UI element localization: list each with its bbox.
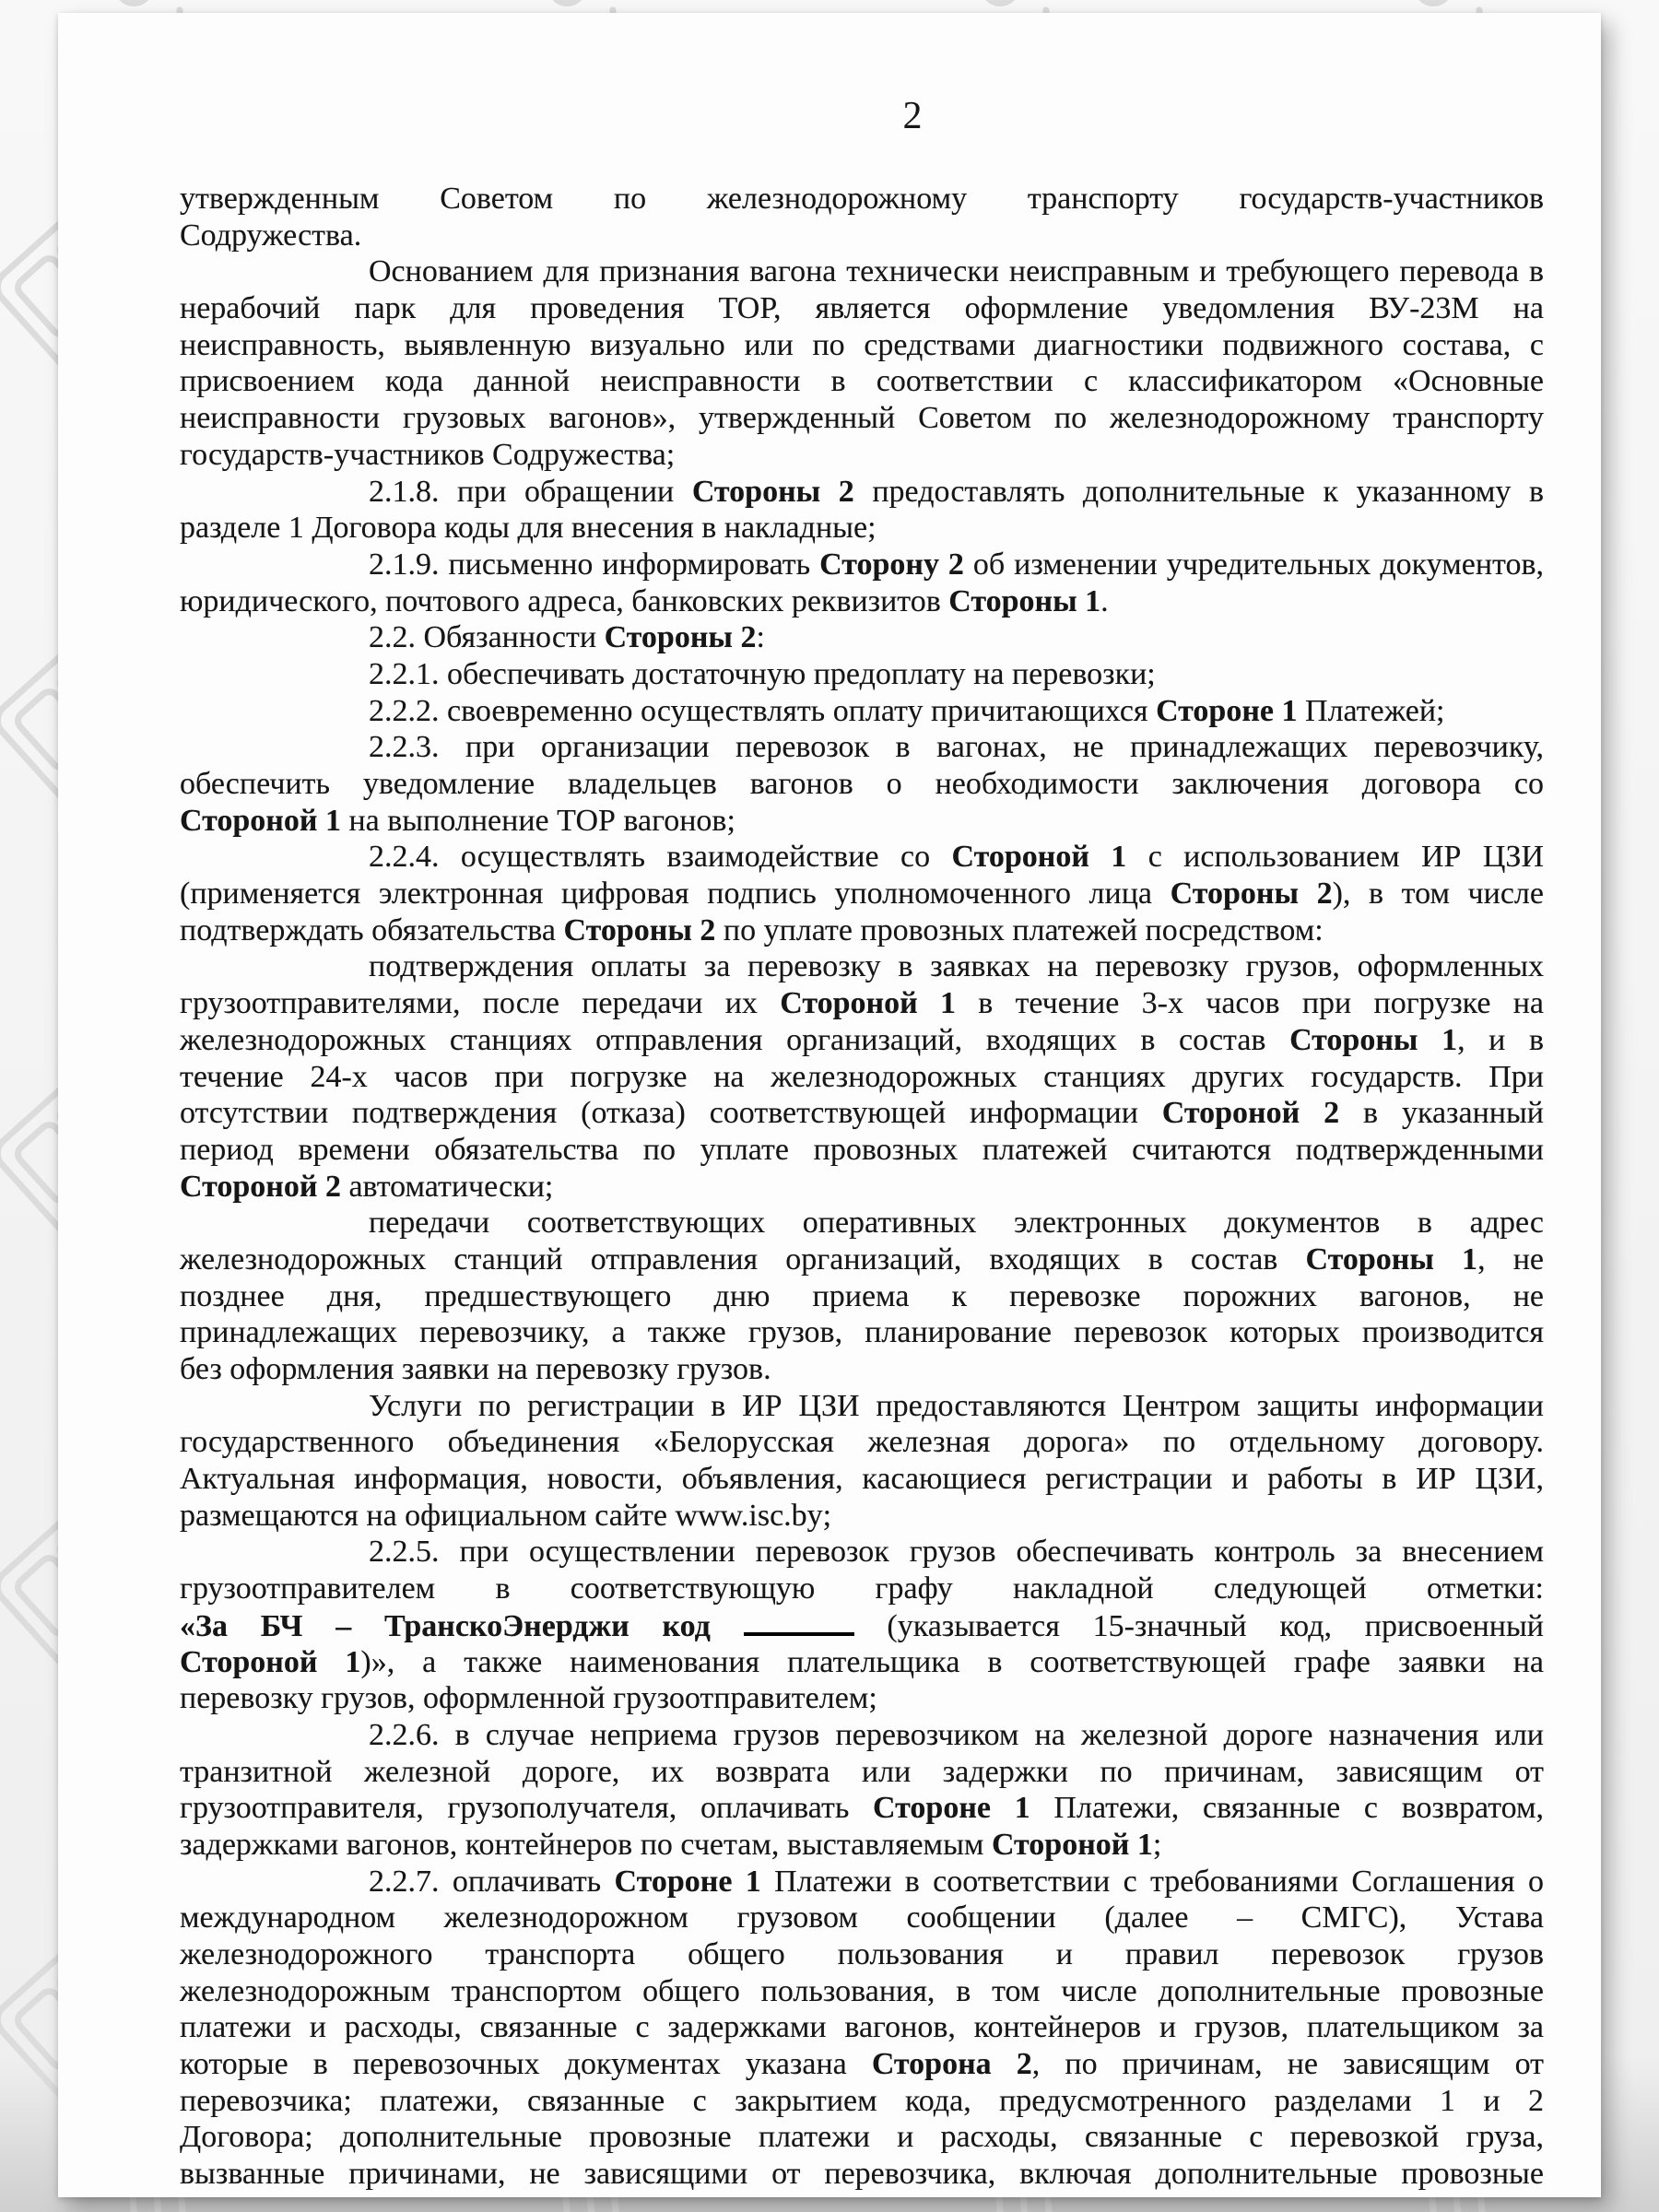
text-line: (применяется электронная цифровая подпись уполномоченного лица Стороны 2), в том числе: [180, 877, 1544, 912]
text-line: 2.1.8. при обращении Стороны 2 предоставлять дополнительные к указанному в: [369, 474, 1545, 509]
text-line: позднее дня, предшествующего дню приема к перевозке порожних вагонов, не: [180, 1278, 1544, 1313]
text-line: железнодорожных станциях отправления организаций, входящих в состав Стороны 1, и в: [180, 1022, 1545, 1057]
text-line: передачи соответствующих оперативных электронных документов в адрес: [369, 1206, 1544, 1241]
text-line: Услуги по регистрации в ИР ЦЗИ предоставляются Центром защиты информации: [369, 1388, 1544, 1423]
text-line: транзитной железной дороге, их возврата или задержки по причинам, зависящим от: [180, 1754, 1544, 1789]
text-line: Основанием для признания вагона технически неисправным и требующего перевода в: [369, 254, 1544, 289]
text-line: нерабочий парк для проведения ТОР, является оформление уведомления ВУ-23М на: [180, 291, 1544, 326]
text-line: грузоотправителя, грузополучателя, оплачивать Стороне 1 Платежи, связанные с возвратом,: [180, 1791, 1545, 1826]
text-line: 2.2.5. при осуществлении перевозок грузов обеспечивать контроль за внесением: [369, 1535, 1544, 1570]
text-line: перевозку грузов, оформленной грузоотправителем;: [180, 1681, 877, 1716]
text-line: грузоотправителями, после передачи их Стороной 1 в течение 3-х часов при погрузке на: [180, 986, 1544, 1021]
text-line: Актуальная информация, новости, объявления, касающиеся регистрации и работы в ИР ЦЗИ,: [180, 1462, 1544, 1497]
text-line: задержками вагонов, контейнеров по счетам, выставляемым Стороной 1;: [180, 1827, 1162, 1862]
text-line: перевозчика; платежи, связанные с закрытием кода, предусмотренного разделами 1 и 2: [180, 2083, 1544, 2118]
text-line: которые в перевозочных документах указана Сторона 2, по причинам, не зависящим от: [180, 2047, 1544, 2082]
text-line: Стороной 1)», а также наименования плательщика в соответствующей графе заявки на: [180, 1644, 1544, 1679]
text-line: государственного объединения «Белорусская железная дорога» по отдельному договору.: [180, 1425, 1544, 1460]
document-page: [58, 13, 1601, 2197]
text-line: Договора; дополнительные провозные платежи и расходы, связанные с перевозкой груза,: [180, 2120, 1544, 2155]
text-line: вызванные причинами, не зависящими от перевозчика, включая дополнительные провозные: [180, 2157, 1544, 2192]
text-line: 2.2.3. при организации перевозок в вагонах, не принадлежащих перевозчику,: [369, 730, 1544, 765]
text-line: разделе 1 Договора коды для внесения в накладные;: [180, 511, 877, 546]
text-line: присвоением кода данной неисправности в соответствии с классификатором «Основные: [180, 364, 1544, 399]
blank-underline: [744, 1607, 854, 1636]
text-line: платежи и расходы, связанные с задержками вагонов, контейнеров и грузов, плательщиком за: [180, 2010, 1544, 2045]
text-line: неисправность, выявленную визуально или по средствами диагностики подвижного состава, с: [180, 327, 1544, 362]
text-line: 2.2.4. осуществлять взаимодействие со Стороной 1 с использованием ИР ЦЗИ: [369, 840, 1544, 875]
text-line: утвержденным Советом по железнодорожному транспорту государств-участников: [180, 182, 1544, 216]
text-line: международном железнодорожном грузовом сообщении (далее – СМГС), Устава: [180, 1900, 1544, 1936]
page-number: 2: [902, 95, 923, 137]
document-text: [180, 181, 1544, 2193]
text-line: железнодорожных станций отправления организаций, входящих в состав Стороны 1, не: [180, 1241, 1544, 1277]
text-line: подтверждения оплаты за перевозку в заявках на перевозку грузов, оформленных: [369, 949, 1544, 984]
text-line: подтверждать обязательства Стороны 2 по уплате провозных платежей посредством:: [180, 912, 1324, 947]
text-line: период времени обязательства по уплате провозных платежей считаются подтвержденными: [180, 1132, 1544, 1167]
text-line: течение 24-х часов при погрузке на железнодорожных станциях других государств. При: [180, 1059, 1544, 1094]
text-line: 2.2. Обязанности Стороны 2:: [369, 620, 765, 655]
text-line: 2.2.1. обеспечивать достаточную предоплату на перевозки;: [369, 656, 1156, 691]
text-line: Содружества.: [180, 218, 362, 253]
text-line: 2.2.2. своевременно осуществлять оплату причитающихся Стороне 1 Платежей;: [369, 693, 1445, 728]
text-line: Стороной 1 на выполнение ТОР вагонов;: [180, 803, 735, 838]
text-line: «За БЧ – ТранскоЭнерджи код (указывается 15-значный код, присвоенный: [180, 1607, 1544, 1644]
text-line: грузоотправителем в соответствующую графу накладной следующей отметки:: [180, 1571, 1544, 1606]
text-line: без оформления заявки на перевозку грузов.: [180, 1352, 771, 1386]
text-line: железнодорожным транспортом общего пользования, в том числе дополнительные провозные: [180, 1973, 1544, 2008]
text-line: принадлежащих перевозчику, а также грузов, планирование перевозок которых производится: [180, 1315, 1544, 1350]
text-line: железнодорожного транспорта общего пользования и правил перевозок грузов: [180, 1937, 1544, 1971]
text-line: 2.2.7. оплачивать Стороне 1 Платежи в соответствии с требованиями Соглашения о: [369, 1864, 1545, 1899]
text-line: государств-участников Содружества;: [180, 437, 676, 472]
text-line: отсутствии подтверждения (отказа) соответствующей информации Стороной 2 в указанный: [180, 1096, 1545, 1131]
text-line: Стороной 2 автоматически;: [180, 1169, 554, 1204]
text-line: размещаются на официальном сайте www.isc.by;: [180, 1498, 832, 1533]
text-line: неисправности грузовых вагонов», утвержденный Советом по железнодорожному транспорту: [180, 401, 1544, 436]
text-line: 2.2.6. в случае неприема грузов перевозчиком на железной дороге назначения или: [369, 1717, 1544, 1752]
text-line: обеспечить уведомление владельцев вагонов о необходимости заключения договора со: [180, 767, 1544, 801]
text-line: 2.1.9. письменно информировать Сторону 2 об изменении учредительных документов,: [369, 547, 1544, 582]
text-line: юридического, почтового адреса, банковских реквизитов Стороны 1.: [180, 583, 1109, 618]
